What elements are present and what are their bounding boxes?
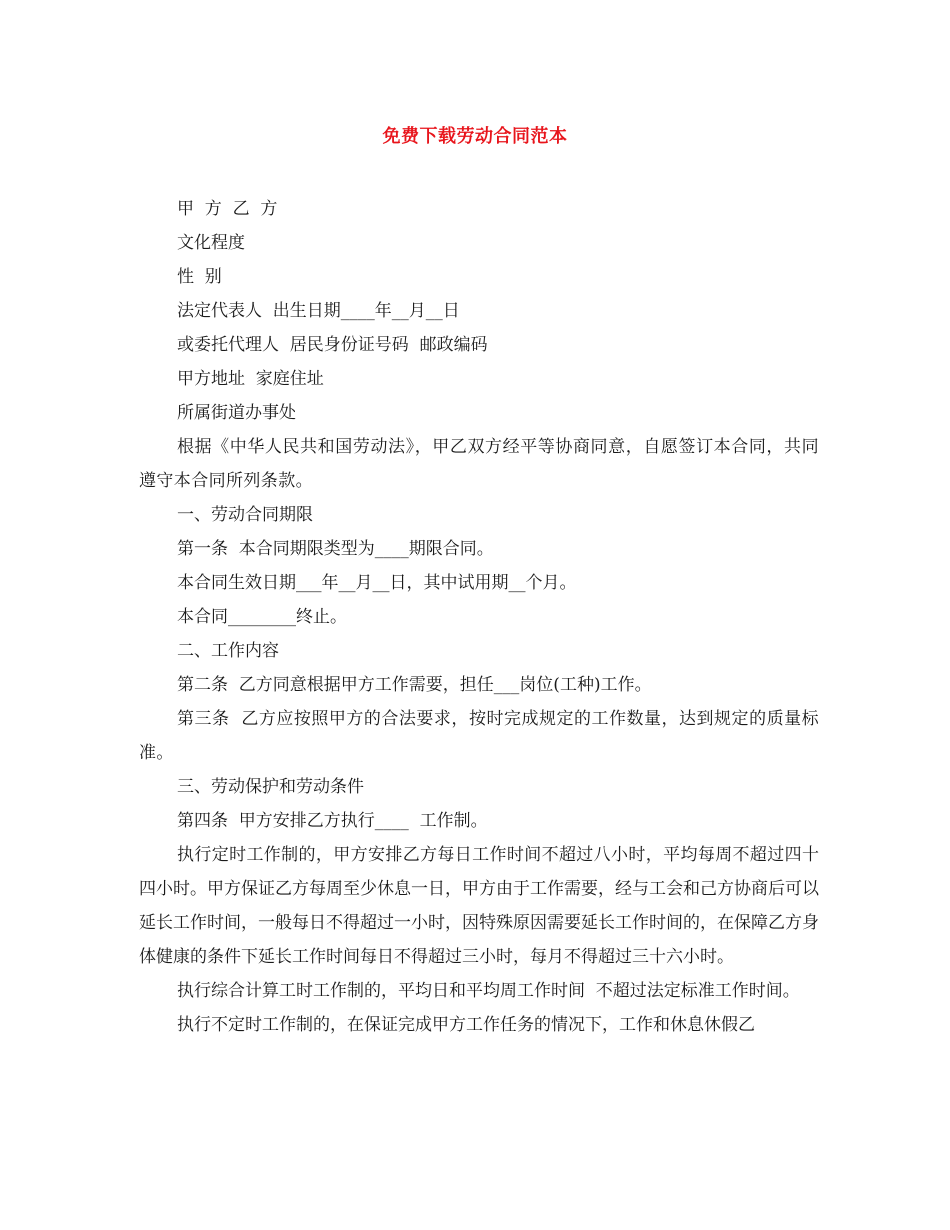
preamble-paragraph: 根据《中华人民共和国劳动法》，甲乙双方经平等协商同意，自愿签订本合同，共同遵守本合同所列条款。	[139, 437, 819, 491]
effective-date-line: 本合同生效日期___年__月__日，其中试用期__个月。	[177, 573, 577, 593]
street-office-line: 所属街道办事处	[177, 403, 296, 423]
education-line: 文化程度	[177, 233, 245, 253]
legal-representative-line: 法定代表人 出生日期____年__月__日	[177, 301, 460, 321]
article-3: 第三条 乙方应按照甲方的合法要求，按时完成规定的工作数量，达到规定的质量标准。	[139, 709, 819, 763]
article-2: 第二条 乙方同意根据甲方工作需要，担任___岗位(工种)工作。	[177, 675, 652, 695]
section-heading-term: 一、劳动合同期限	[177, 505, 313, 525]
party-line: 甲 方 乙 方	[177, 199, 278, 219]
article-1: 第一条 本合同期限类型为____期限合同。	[177, 539, 494, 559]
document-body	[139, 192, 819, 1042]
section-heading-protection: 三、劳动保护和劳动条件	[177, 777, 364, 797]
gender-line: 性 别	[177, 267, 222, 287]
flexible-hours-paragraph: 执行不定时工作制的，在保证完成甲方工作任务的情况下，工作和休息休假乙	[177, 1015, 755, 1035]
agent-line: 或委托代理人 居民身份证号码 邮政编码	[177, 335, 488, 355]
address-line: 甲方地址 家庭住址	[177, 369, 324, 389]
termination-line: 本合同________终止。	[177, 607, 347, 627]
section-heading-work: 二、工作内容	[177, 641, 279, 661]
document-title: 免费下载劳动合同范本	[382, 126, 568, 147]
comprehensive-hours-paragraph: 执行综合计算工时工作制的，平均日和平均周工作时间 不超过法定标准工作时间。	[177, 981, 800, 1001]
fixed-hours-paragraph: 执行定时工作制的，甲方安排乙方每日工作时间不超过八小时，平均每周不超过四十四小时。甲方保证乙方每周至少休息一日，甲方由于工作需要，经与工会和己方协商后可以延长工作时间，一般每日不得超过一小时，因特殊原因需要延长工作时间的，在保障乙方身体健康的条件下延长工作时间每日不得超过三小时，每月不得超过三十六小时。	[139, 845, 819, 967]
article-4: 第四条 甲方安排乙方执行____ 工作制。	[177, 811, 488, 831]
